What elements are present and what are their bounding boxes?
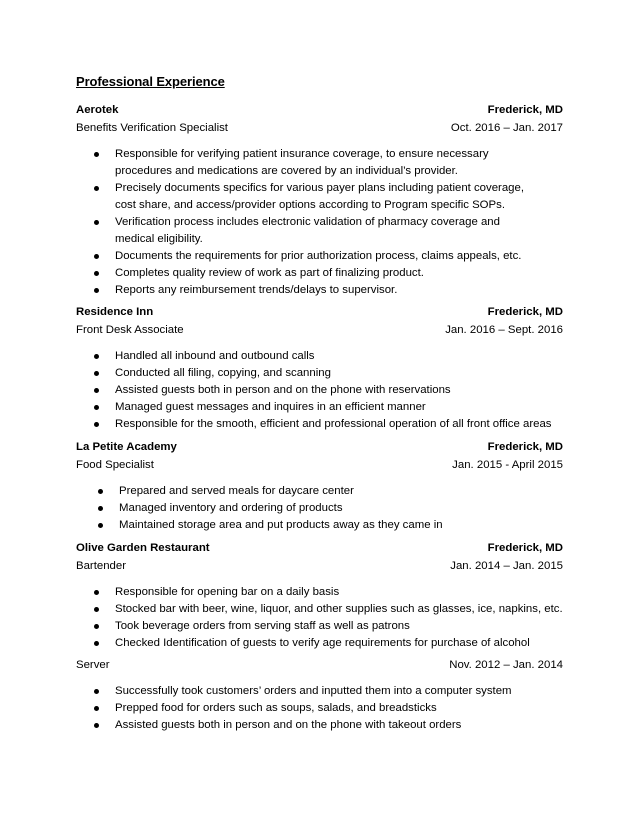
job-dates: Jan. 2015 - April 2015 (452, 459, 563, 471)
bullet-icon (94, 271, 99, 276)
bullet-icon (98, 523, 103, 528)
list-item: Completes quality review of work as part of finalizing product. (76, 265, 531, 282)
bullet-icon (94, 607, 99, 612)
job-aerotek (76, 101, 563, 299)
duty-list (76, 483, 563, 534)
job-server (76, 656, 563, 734)
job-olive-garden (76, 539, 563, 652)
list-item: Documents the requirements for prior authorization process, claims appeals, etc. (76, 248, 531, 265)
list-item: Responsible for verifying patient insurance coverage, to ensure necessary procedures and medications are covered by an individual’s provider. (76, 146, 531, 180)
bullet-icon (94, 689, 99, 694)
bullet-icon (94, 590, 99, 595)
company-name: La Petite Academy (76, 441, 177, 453)
bullet-icon (98, 489, 103, 494)
list-item: Took beverage orders from serving staff as well as patrons (76, 618, 563, 635)
job-dates: Nov. 2012 – Jan. 2014 (449, 659, 563, 671)
bullet-icon (94, 405, 99, 410)
list-item: Stocked bar with beer, wine, liquor, and other supplies such as glasses, ice, napkins, etc. (76, 601, 563, 618)
bullet-icon (94, 641, 99, 646)
list-item: Reports any reimbursement trends/delays to supervisor. (76, 282, 531, 299)
bullet-icon (94, 152, 99, 157)
duty-list (76, 584, 563, 652)
job-header-row (76, 303, 563, 321)
bullet-icon (94, 388, 99, 393)
list-item: Precisely documents specifics for various payer plans including patient coverage, cost share, and access/provider options according to Program specific SOPs. (76, 180, 531, 214)
list-item: Assisted guests both in person and on the phone with takeout orders (76, 717, 563, 734)
job-header-row (76, 101, 563, 119)
job-title: Food Specialist (76, 459, 154, 471)
duty-list (76, 683, 563, 734)
bullet-icon (94, 220, 99, 225)
job-title-row (76, 557, 563, 575)
list-item: Maintained storage area and put products away as they came in (76, 517, 563, 534)
bullet-icon (94, 706, 99, 711)
bullet-icon (94, 371, 99, 376)
bullet-icon (94, 422, 99, 427)
job-location: Frederick, MD (487, 542, 563, 554)
list-item: Managed inventory and ordering of products (76, 500, 563, 517)
job-la-petite-academy (76, 438, 563, 534)
list-item: Conducted all filing, copying, and scanning (76, 365, 563, 382)
bullet-icon (98, 506, 103, 511)
duty-list (76, 348, 563, 433)
list-item: Verification process includes electronic validation of pharmacy coverage and medical eligibility. (76, 214, 531, 248)
job-residence-inn (76, 303, 563, 433)
list-item: Prepared and served meals for daycare center (76, 483, 563, 500)
bullet-icon (94, 288, 99, 293)
job-title-row (76, 119, 563, 137)
bullet-icon (94, 254, 99, 259)
company-name: Aerotek (76, 104, 119, 116)
job-header-row (76, 539, 563, 557)
list-item: Prepped food for orders such as soups, salads, and breadsticks (76, 700, 563, 717)
job-title: Front Desk Associate (76, 324, 184, 336)
list-item: Assisted guests both in person and on the phone with reservations (76, 382, 563, 399)
job-dates: Oct. 2016 – Jan. 2017 (450, 122, 563, 134)
job-title: Server (76, 659, 110, 671)
job-location: Frederick, MD (487, 104, 563, 116)
job-title-row (76, 456, 563, 474)
bullet-icon (94, 624, 99, 629)
bullet-icon (94, 186, 99, 191)
job-title-row (76, 656, 563, 674)
job-dates: Jan. 2014 – Jan. 2015 (450, 560, 563, 572)
company-name: Olive Garden Restaurant (76, 542, 210, 554)
list-item: Checked Identification of guests to verify age requirements for purchase of alcohol (76, 635, 563, 652)
bullet-icon (94, 354, 99, 359)
bullet-icon (94, 723, 99, 728)
section-title: Professional Experience (76, 74, 225, 89)
list-item: Managed guest messages and inquires in an efficient manner (76, 399, 563, 416)
list-item: Successfully took customers’ orders and inputted them into a computer system (76, 683, 563, 700)
duty-list (76, 146, 531, 299)
list-item: Handled all inbound and outbound calls (76, 348, 563, 365)
list-item: Responsible for the smooth, efficient and professional operation of all front office areas (76, 416, 563, 433)
job-location: Frederick, MD (487, 441, 563, 453)
job-location: Frederick, MD (487, 306, 563, 318)
list-item: Responsible for opening bar on a daily basis (76, 584, 563, 601)
job-title-row (76, 321, 563, 339)
job-header-row (76, 438, 563, 456)
job-title: Bartender (76, 560, 127, 572)
job-title: Benefits Verification Specialist (76, 122, 228, 134)
job-dates: Jan. 2016 – Sept. 2016 (445, 324, 563, 336)
company-name: Residence Inn (76, 306, 154, 318)
